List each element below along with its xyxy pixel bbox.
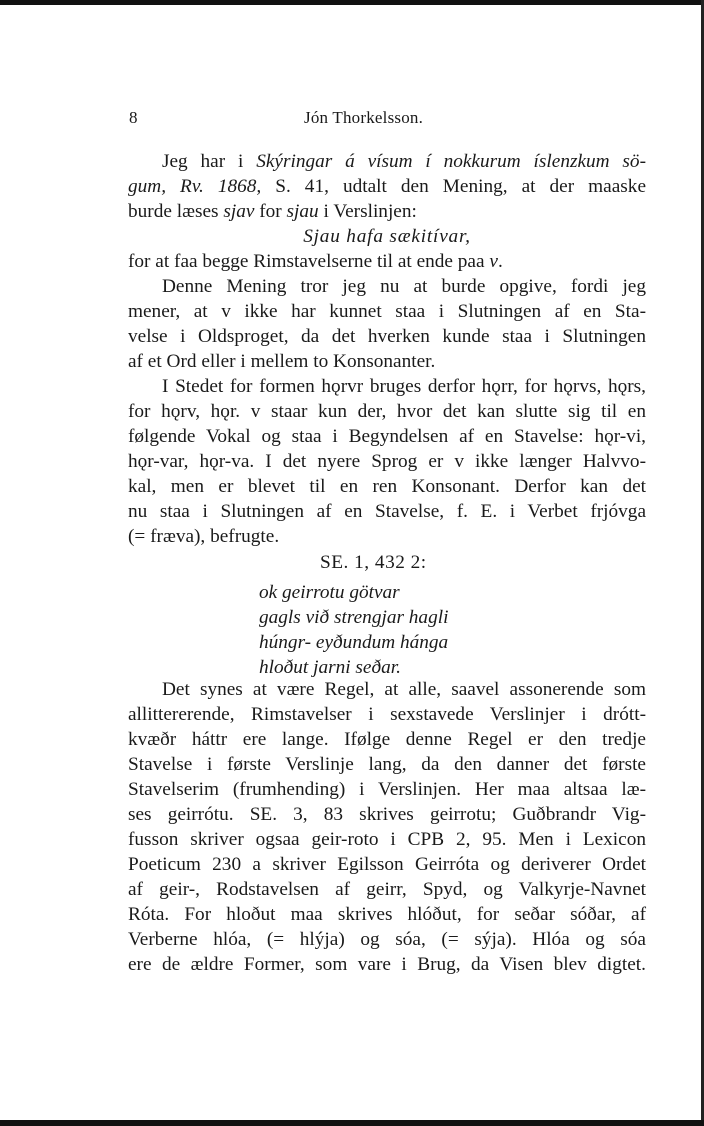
text-line: for hǫrv, hǫr. v staar kun der, hvor det kan slutte sig til en [128,401,646,422]
text-line: Stavelse i første Verslinje lang, da den danner det første [128,754,646,775]
paragraph-1 [128,149,646,274]
text-line: Róta. For hloðut maa skrives hlóðut, for seðar sóðar, af [128,904,646,925]
paragraph-4 [128,677,646,977]
text-line: ses geirrótu. SE. 3, 83 skrives geirrotu; Guðbrandr Vig- [128,804,646,825]
text-line: allittererende, Rimstavelser i sexstavede Verslinjer i drótt- [128,704,646,725]
text-line: af et Ord eller i mellem to Konsonanter. [128,351,436,372]
text-line: Poeticum 230 a skriver Egilsson Geirróta og deriverer Ordet [128,854,646,875]
text-line: Det synes at være Regel, at alle, saavel assonerende som [162,679,646,700]
text-line: Denne Mening tror jeg nu at burde opgive, fordi jeg [162,276,646,297]
text-line: hǫr-var, hǫr-va. I det nyere Sprog er v ikke længer Halvvo- [128,451,646,472]
text-line: ere de ældre Former, som vare i Brug, da Visen blev digtet. [128,954,646,975]
stanza-line: gagls við strengjar hagli [259,607,449,628]
text-line: burde læses sjav for sjau i Verslinjen: [128,201,417,222]
text-line: for at faa begge Rimstavelserne til at ende paa v. [128,251,503,272]
text-line: (= fræva), befrugte. [128,526,280,547]
paragraph-2 [128,274,646,374]
running-title: Jón Thorkelsson. [304,108,424,127]
text-line: I Stedet for formen hǫrvr bruges derfor hǫrr, for hǫrvs, hǫrs, [162,376,646,397]
text-line: af geir-, Rodstavelsen af geirr, Spyd, og Valkyrje-Navnet [128,879,646,900]
verse-quotation: Sjau hafa sækitívar, [303,226,471,247]
text-line: Jeg har i Skýringar á vísum í nokkurum íslenzkum sö- [162,151,646,172]
text-line: velse i Oldsproget, da det hverken kunde staa i Slutningen [128,326,646,347]
text-line: Verberne hlóa, (= hlýja) og sóa, (= sýja). Hlóa og sóa [128,929,646,950]
text-line: kvæðr háttr ere lange. Ifølge denne Regel er den tredje [128,729,646,750]
page-number: 8 [129,108,138,127]
stanza-line: húngr- eyðundum hánga [259,632,449,653]
text-line: fusson skriver ogsaa geir-roto i CPB 2, 95. Men i Lexicon [128,829,646,850]
stanza [259,580,448,680]
stanza-line: hloðut jarni seðar. [259,657,401,678]
stanza-line: ok geirrotu götvar [259,582,400,603]
page-top-edge [0,0,704,5]
text-line: nu staa i Slutningen af en Stavelse, f. E. i Verbet frjóvga [128,501,646,522]
text-line: mener, at v ikke har kunnet staa i Slutningen af en Sta- [128,301,646,322]
page-bottom-edge [0,1120,704,1126]
paragraph-3 [128,374,646,549]
text-line: følgende Vokal og staa i Begyndelsen af en Stavelse: hǫr-vi, [128,426,646,447]
text-line: gum, Rv. 1868, S. 41, udtalt den Mening, at der maaske [128,176,646,197]
text-line: kal, men er blevet til en ren Konsonant. Derfor kan det [128,476,646,497]
text-line: Stavelserim (frumhending) i Verslinjen. Her maa altsaa læ- [128,779,646,800]
section-heading: SE. 1, 432 2: [320,552,427,573]
